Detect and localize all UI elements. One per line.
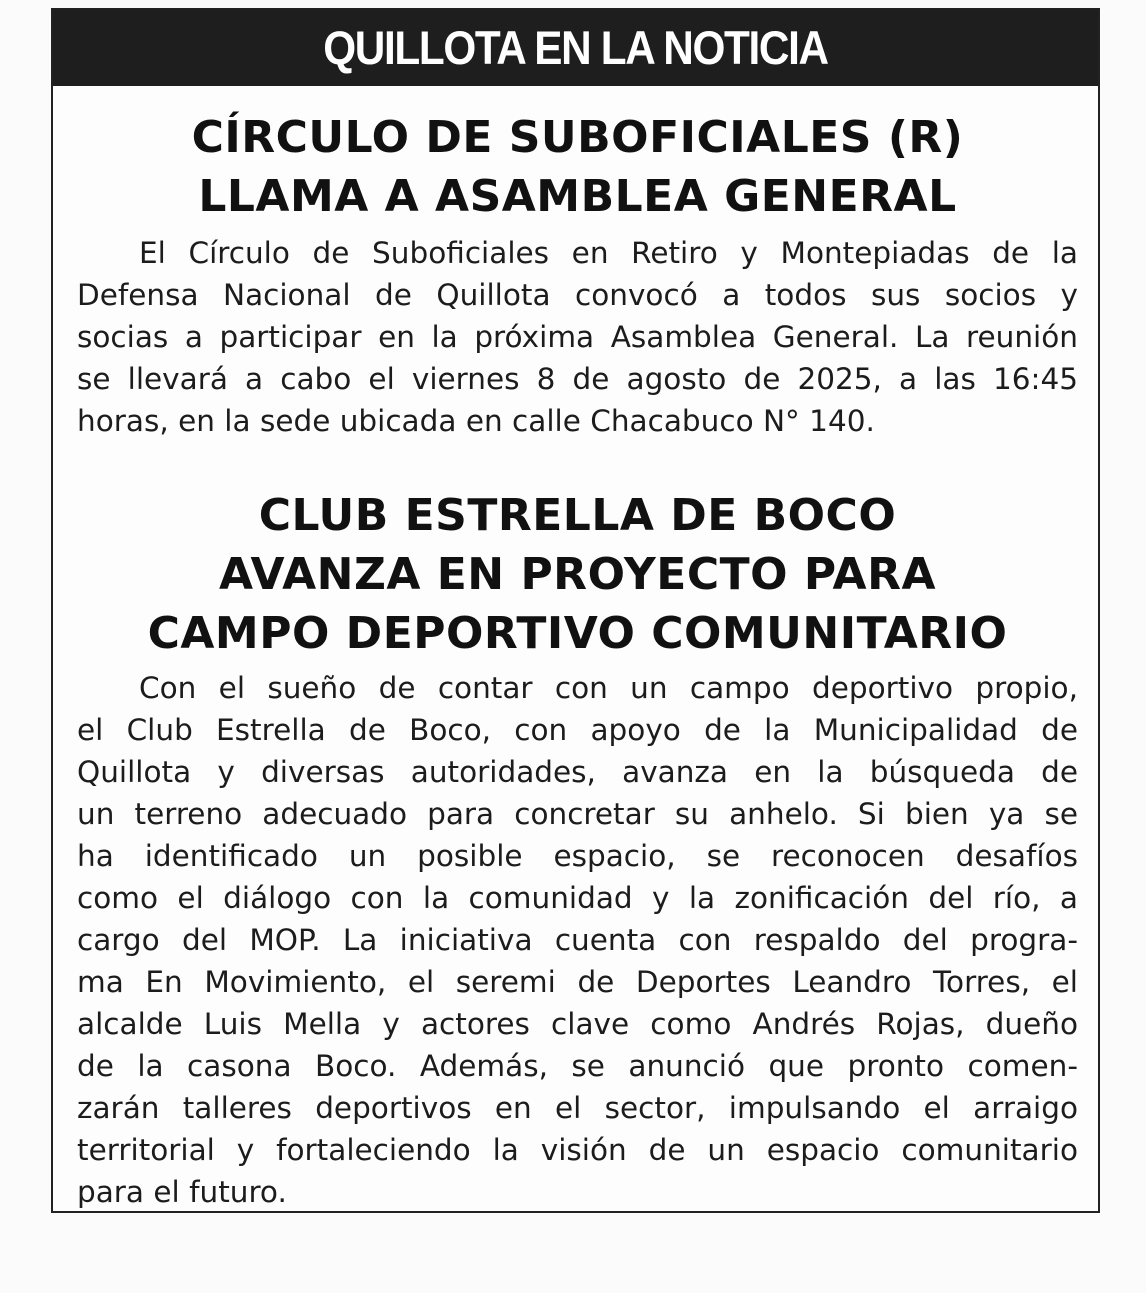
section-banner-bar [53,10,1098,86]
body-line: de la casona Boco. Además, se anunció que pronto comen- [77,1049,1078,1083]
body-line: se llevará a cabo el viernes 8 de agosto de 2025, a las 16:45 [77,362,1078,396]
headline-line: CLUB ESTRELLA DE BOCO [258,490,897,541]
section-banner: QUILLOTA EN LA NOTICIA [105,10,1046,86]
body-line: horas, en la sede ubicada en calle Chacabuco N° 140. [77,404,875,438]
article-body [77,232,1078,442]
headline-line: AVANZA EN PROYECTO PARA [218,549,937,600]
body-line: el Club Estrella de Boco, con apoyo de la Municipalidad de [77,713,1078,747]
body-line: El Círculo de Suboficiales en Retiro y Montepiadas de la [139,236,1078,270]
body-line: socias a participar en la próxima Asamblea General. La reunión [77,320,1078,354]
body-line: ma En Movimiento, el seremi de Deportes Leandro Torres, el [77,965,1078,999]
news-content [53,108,1098,1213]
body-line: territorial y fortaleciendo la visión de un espacio comunitario [77,1133,1078,1167]
article-body [77,667,1078,1213]
headline-line: LLAMA A ASAMBLEA GENERAL [198,171,957,222]
body-line: como el diálogo con la comunidad y la zonificación del río, a [77,881,1078,915]
body-line: para el futuro. [77,1175,287,1209]
body-line: Defensa Nacional de Quillota convocó a todos sus socios y [77,278,1078,312]
body-line: un terreno adecuado para concretar su anhelo. Si bien ya se [77,797,1078,831]
body-line: zarán talleres deportivos en el sector, impulsando el arraigo [77,1091,1078,1125]
body-line: ha identificado un posible espacio, se reconocen desafíos [77,839,1078,873]
news-box [51,8,1100,1213]
body-line: cargo del MOP. La iniciativa cuenta con respaldo del progra- [77,923,1078,957]
body-line: Quillota y diversas autoridades, avanza en la búsqueda de [77,755,1078,789]
article-headline [77,486,1078,663]
article-club-estrella [77,486,1078,1213]
article-asamblea [77,108,1078,442]
body-line: Con el sueño de contar con un campo deportivo propio, [139,671,1078,705]
headline-line: CÍRCULO DE SUBOFICIALES (R) [191,112,964,163]
article-headline [77,108,1078,226]
headline-line: CAMPO DEPORTIVO COMUNITARIO [147,608,1008,659]
body-line: alcalde Luis Mella y actores clave como Andrés Rojas, dueño [77,1007,1078,1041]
